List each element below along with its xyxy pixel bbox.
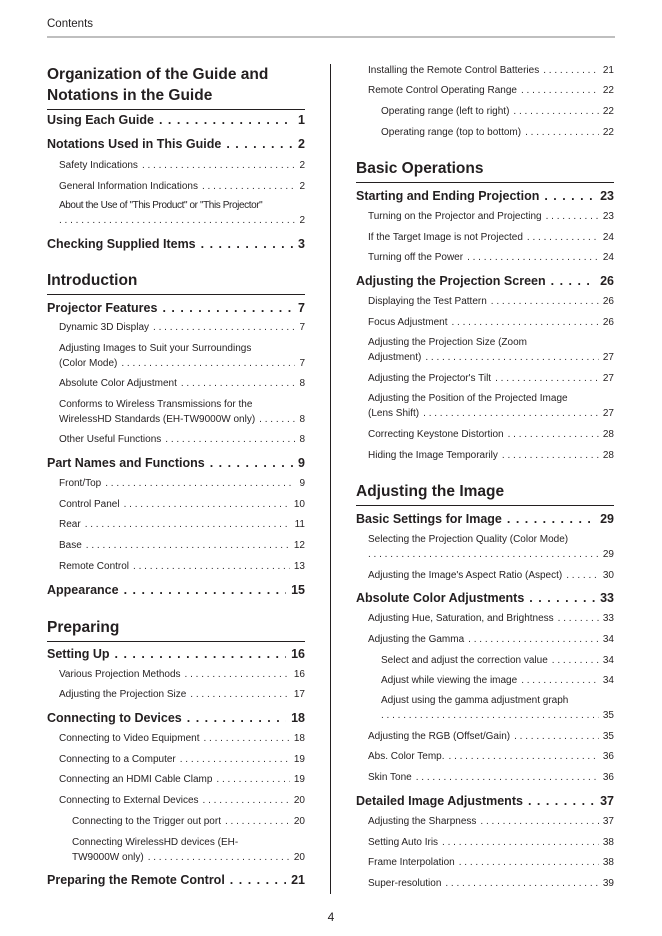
- toc-entry-remote-control[interactable]: [59, 561, 305, 572]
- toc-page: 18: [293, 733, 305, 744]
- toc-label: Part Names and Functions: [47, 456, 205, 470]
- toc-page: 8: [299, 378, 305, 389]
- toc-label: Absolute Color Adjustment: [59, 378, 177, 389]
- toc-page: 35: [602, 710, 614, 721]
- toc-label: Adjusting the Image's Aspect Ratio (Aspect): [368, 570, 563, 581]
- toc-label: Front/Top: [59, 478, 102, 489]
- toc-entry-base[interactable]: [59, 540, 305, 551]
- toc-entry-super-resolution[interactable]: [368, 878, 614, 889]
- toc-label: Select and adjust the correction value: [381, 655, 548, 666]
- toc-page: 27: [602, 373, 614, 384]
- toc-label: Projector Features: [47, 301, 158, 315]
- toc-page: 16: [291, 647, 305, 661]
- leader-dots: [544, 189, 595, 203]
- toc-label: Adjusting the Sharpness: [368, 816, 477, 827]
- leader-dots: [513, 106, 598, 117]
- toc-label: Displaying the Test Pattern: [368, 296, 487, 307]
- toc-page: 9: [299, 478, 305, 489]
- leader-dots: [514, 731, 599, 742]
- leader-dots: [495, 373, 599, 384]
- toc-entry-gamma-graph[interactable]: [381, 695, 614, 721]
- toc-label: Notations Used in This Guide: [47, 137, 222, 151]
- leader-dots: [148, 852, 290, 863]
- toc-page: 29: [600, 512, 614, 526]
- leader-dots: [187, 711, 286, 725]
- toc-entry-adjust-viewing[interactable]: [381, 675, 614, 686]
- toc-label: Rear: [59, 519, 81, 530]
- toc-page: 11: [294, 519, 305, 530]
- toc-page: 22: [602, 106, 614, 117]
- toc-entry-installing-batteries[interactable]: [368, 65, 614, 76]
- toc-label-cont: (Color Mode): [59, 358, 118, 369]
- toc-entry-detailed-adjustments[interactable]: [356, 794, 614, 808]
- leader-dots: [416, 772, 599, 783]
- toc-entry-absolute-color[interactable]: [356, 591, 614, 605]
- leader-dots: [525, 127, 599, 138]
- toc-label: Connecting to Devices: [47, 711, 182, 725]
- toc-label: Connecting to External Devices: [59, 795, 199, 806]
- toc-label-cont: TW9000W only): [72, 852, 144, 863]
- section-heading-preparing: Preparing: [47, 617, 305, 642]
- toc-entry-projection-size-zoom[interactable]: [368, 337, 614, 363]
- toc-label-cont: (Lens Shift): [368, 408, 420, 419]
- toc-label: General Information Indications: [59, 181, 198, 192]
- toc-page: 21: [291, 873, 305, 887]
- toc-label: Setting Auto Iris: [368, 837, 439, 848]
- leader-dots: [115, 647, 287, 661]
- leader-dots: [502, 450, 599, 461]
- toc-page: 2: [299, 160, 305, 171]
- toc-page: 34: [602, 655, 614, 666]
- toc-label: Using Each Guide: [47, 113, 154, 127]
- toc-label: Turning off the Power: [368, 252, 464, 263]
- leader-dots: [226, 137, 293, 151]
- header-rule: [47, 36, 615, 38]
- toc-entry-hdmi-clamp[interactable]: [59, 774, 305, 785]
- toc-label: Absolute Color Adjustments: [356, 591, 525, 605]
- toc-label: Adjusting Hue, Saturation, and Brightness: [368, 613, 554, 624]
- toc-page: 1: [298, 113, 305, 127]
- toc-label: Frame Interpolation: [368, 857, 455, 868]
- toc-entry-frame-interpolation[interactable]: [368, 857, 614, 868]
- leader-dots: [381, 710, 599, 721]
- toc-page: 23: [600, 189, 614, 203]
- leader-dots: [491, 296, 599, 307]
- toc-page: 20: [293, 852, 305, 863]
- toc-entry-rgb[interactable]: [368, 731, 614, 742]
- toc-page: 22: [602, 127, 614, 138]
- toc-entry-projection-methods[interactable]: [59, 669, 305, 680]
- toc-page: 30: [602, 570, 614, 581]
- toc-label: Base: [59, 540, 82, 551]
- toc-entry-auto-iris[interactable]: [368, 837, 614, 848]
- toc-page: 33: [600, 591, 614, 605]
- toc-page: 2: [298, 137, 305, 151]
- toc-label: Adjusting the Projection Screen: [356, 274, 546, 288]
- toc-entry-video-equipment[interactable]: [59, 733, 305, 744]
- toc-label: Adjust while viewing the image: [381, 675, 518, 686]
- leader-dots: [203, 733, 289, 744]
- toc-entry-absolute-color-adj[interactable]: [59, 378, 305, 389]
- toc-page: 37: [602, 816, 614, 827]
- toc-page: 37: [600, 794, 614, 808]
- toc-entry-checking-items[interactable]: [47, 237, 305, 251]
- toc-label: Checking Supplied Items: [47, 237, 196, 251]
- toc-label: Appearance: [47, 583, 119, 597]
- section-heading-adjusting-image: Adjusting the Image: [356, 481, 614, 506]
- leader-dots: [521, 675, 599, 686]
- toc-page: 33: [602, 613, 614, 624]
- toc-entry-adjusting-images[interactable]: [59, 343, 305, 369]
- toc-entry-starting-ending[interactable]: [356, 189, 614, 203]
- toc-label: Focus Adjustment: [368, 317, 448, 328]
- leader-dots: [121, 358, 295, 369]
- toc-label: Adjusting the RGB (Offset/Gain): [368, 731, 511, 742]
- toc-label: Adjust using the gamma adjustment graph: [381, 695, 569, 706]
- leader-dots: [467, 252, 599, 263]
- toc-page: 26: [600, 274, 614, 288]
- toc-label: Remote Control Operating Range: [368, 85, 517, 96]
- toc-page: 26: [602, 296, 614, 307]
- leader-dots: [507, 512, 595, 526]
- leader-dots: [142, 160, 296, 171]
- toc-label: Adjusting the Projection Size (Zoom: [368, 337, 527, 348]
- toc-page: 18: [291, 711, 305, 725]
- toc-label: Operating range (left to right): [381, 106, 510, 117]
- toc-page: 20: [293, 816, 305, 827]
- toc-page: 20: [293, 795, 305, 806]
- toc-label: Skin Tone: [368, 772, 412, 783]
- leader-dots: [201, 237, 293, 251]
- toc-entry-wirelesshd-devices[interactable]: [72, 837, 305, 863]
- toc-page: 34: [602, 675, 614, 686]
- leader-dots: [551, 274, 595, 288]
- toc-page: 7: [299, 358, 305, 369]
- toc-page: 8: [299, 414, 305, 425]
- toc-page: 29: [602, 549, 614, 560]
- leader-dots: [162, 301, 293, 315]
- leader-dots: [105, 478, 295, 489]
- leader-dots: [528, 794, 595, 808]
- toc-label: Connecting to a Computer: [59, 754, 176, 765]
- toc-page: 34: [602, 634, 614, 645]
- leader-dots: [210, 456, 293, 470]
- toc-label: Preparing the Remote Control: [47, 873, 225, 887]
- toc-page: 2: [299, 181, 305, 192]
- toc-page: 13: [293, 561, 305, 572]
- toc-entry-adjusting-screen[interactable]: [356, 274, 614, 288]
- toc-entry-projection-size[interactable]: [59, 689, 305, 700]
- toc-label: Adjusting the Gamma: [368, 634, 465, 645]
- toc-page: 28: [602, 429, 614, 440]
- toc-entry-external-devices[interactable]: [59, 795, 305, 806]
- toc-entry-other-functions[interactable]: [59, 434, 305, 445]
- toc-page: 2: [299, 215, 305, 226]
- leader-dots: [425, 352, 599, 363]
- leader-dots: [86, 540, 290, 551]
- toc-entry-projector-features[interactable]: [47, 301, 305, 315]
- toc-label: About the Use of "This Product" or "This Projector": [59, 200, 263, 211]
- toc-entry-turning-on[interactable]: [368, 211, 614, 222]
- toc-page: 19: [293, 754, 305, 765]
- leader-dots: [451, 317, 598, 328]
- toc-entry-about-use[interactable]: [59, 200, 305, 226]
- toc-page: 10: [293, 499, 305, 510]
- leader-dots: [543, 65, 599, 76]
- toc-label-cont: WirelessHD Standards (EH-TW9000W only): [59, 414, 256, 425]
- toc-label: Dynamic 3D Display: [59, 322, 150, 333]
- toc-label-cont: Adjustment): [368, 352, 422, 363]
- running-header: Contents: [47, 18, 94, 30]
- toc-label: Adjusting Images to Suit your Surroundings: [59, 343, 252, 354]
- toc-entry-sharpness[interactable]: [368, 816, 614, 827]
- toc-entry-turning-off[interactable]: [368, 252, 614, 263]
- toc-page: 24: [602, 232, 614, 243]
- toc-entry-color-temp[interactable]: [368, 751, 614, 762]
- leader-dots: [153, 322, 295, 333]
- toc-label: Connecting WirelessHD devices (EH-: [72, 837, 239, 848]
- toc-page: 21: [602, 65, 614, 76]
- toc-entry-lens-shift[interactable]: [368, 393, 614, 419]
- toc-label: Setting Up: [47, 647, 110, 661]
- toc-label: Remote Control: [59, 561, 130, 572]
- leader-dots: [552, 655, 599, 666]
- toc-entry-operating-range[interactable]: [368, 85, 614, 96]
- toc-page: 22: [602, 85, 614, 96]
- toc-entry-skin-tone[interactable]: [368, 772, 614, 783]
- toc-label: Hiding the Image Temporarily: [368, 450, 498, 461]
- toc-label: If the Target Image is not Projected: [368, 232, 523, 243]
- toc-label: Adjusting the Position of the Projected Image: [368, 393, 568, 404]
- leader-dots: [508, 429, 599, 440]
- toc-page: 9: [298, 456, 305, 470]
- page-number: 4: [327, 910, 335, 924]
- leader-dots: [449, 751, 599, 762]
- toc-label: Adjusting the Projector's Tilt: [368, 373, 492, 384]
- toc-entry-notations[interactable]: [47, 137, 305, 151]
- toc-label: Correcting Keystone Distortion: [368, 429, 504, 440]
- leader-dots: [259, 414, 295, 425]
- toc-entry-hiding-image[interactable]: [368, 450, 614, 461]
- toc-entry-keystone[interactable]: [368, 429, 614, 440]
- toc-page: 15: [291, 583, 305, 597]
- toc-label: Connecting to the Trigger out port: [72, 816, 221, 827]
- section-heading-introduction: Introduction: [47, 270, 305, 295]
- leader-dots: [202, 181, 295, 192]
- toc-entry-color-mode[interactable]: [368, 534, 614, 560]
- toc-page: 12: [293, 540, 305, 551]
- leader-dots: [216, 774, 289, 785]
- toc-entry-conforms-wireless[interactable]: [59, 399, 305, 425]
- toc-label: Super-resolution: [368, 878, 442, 889]
- toc-page: 19: [293, 774, 305, 785]
- toc-entry-preparing-remote[interactable]: [47, 873, 305, 887]
- toc-entry-front-top[interactable]: [59, 478, 305, 489]
- leader-dots: [527, 232, 599, 243]
- toc-page: 39: [602, 878, 614, 889]
- toc-entry-part-names[interactable]: [47, 456, 305, 470]
- leader-dots: [203, 795, 290, 806]
- toc-page: 27: [602, 408, 614, 419]
- leader-dots: [124, 583, 287, 597]
- leader-dots: [521, 85, 599, 96]
- leader-dots: [230, 873, 286, 887]
- leader-dots: [133, 561, 290, 572]
- leader-dots: [59, 215, 295, 226]
- toc-page: 7: [299, 322, 305, 333]
- leader-dots: [124, 499, 290, 510]
- toc-page: 35: [602, 731, 614, 742]
- toc-label: Connecting to Video Equipment: [59, 733, 200, 744]
- toc-label: Detailed Image Adjustments: [356, 794, 523, 808]
- toc-page: 26: [602, 317, 614, 328]
- leader-dots: [529, 591, 595, 605]
- toc-entry-control-panel[interactable]: [59, 499, 305, 510]
- leader-dots: [225, 816, 290, 827]
- toc-label: Operating range (top to bottom): [381, 127, 522, 138]
- toc-entry-using-each-guide[interactable]: [47, 113, 305, 127]
- toc-page: 23: [602, 211, 614, 222]
- leader-dots: [442, 837, 599, 848]
- toc-page: 7: [298, 301, 305, 315]
- toc-page: 17: [293, 689, 305, 700]
- toc-label: Control Panel: [59, 499, 120, 510]
- toc-label: Turning on the Projector and Projecting: [368, 211, 542, 222]
- toc-page: 24: [602, 252, 614, 263]
- toc-page: 3: [298, 237, 305, 251]
- toc-entry-test-pattern[interactable]: [368, 296, 614, 307]
- toc-label: Various Projection Methods: [59, 669, 181, 680]
- column-divider: [330, 64, 331, 894]
- section-heading-organization: Organization of the Guide and Notations in the Guide: [47, 64, 305, 110]
- toc-entry-range-left-right[interactable]: [381, 106, 614, 117]
- leader-dots: [468, 634, 599, 645]
- leader-dots: [85, 519, 291, 530]
- toc-entry-range-top-bottom[interactable]: [381, 127, 614, 138]
- leader-dots: [566, 570, 599, 581]
- toc-entry-computer[interactable]: [59, 754, 305, 765]
- leader-dots: [190, 689, 290, 700]
- toc-label: Connecting an HDMI Cable Clamp: [59, 774, 213, 785]
- section-heading-basic-operations: Basic Operations: [356, 158, 614, 183]
- toc-page: 36: [602, 772, 614, 783]
- toc-label: Basic Settings for Image: [356, 512, 502, 526]
- toc-entry-gamma[interactable]: [368, 634, 614, 645]
- leader-dots: [181, 378, 296, 389]
- toc-page: 8: [299, 434, 305, 445]
- toc-entry-setting-up[interactable]: [47, 647, 305, 661]
- toc-label: Starting and Ending Projection: [356, 189, 540, 203]
- toc-entry-aspect-ratio[interactable]: [368, 570, 614, 581]
- toc-entry-basic-settings[interactable]: [356, 512, 614, 526]
- toc-entry-select-correction[interactable]: [381, 655, 614, 666]
- toc-label: Installing the Remote Control Batteries: [368, 65, 540, 76]
- toc-entry-safety-indications[interactable]: [59, 160, 305, 171]
- leader-dots: [165, 434, 295, 445]
- toc-page: 28: [602, 450, 614, 461]
- leader-dots: [480, 816, 598, 827]
- toc-entry-target-not-projected[interactable]: [368, 232, 614, 243]
- leader-dots: [459, 857, 599, 868]
- leader-dots: [558, 613, 599, 624]
- toc-label: Conforms to Wireless Transmissions for the: [59, 399, 253, 410]
- toc-entry-rear[interactable]: [59, 519, 305, 530]
- toc-entry-dynamic-3d[interactable]: [59, 322, 305, 333]
- leader-dots: [185, 669, 290, 680]
- toc-entry-appearance[interactable]: [47, 583, 305, 597]
- toc-entry-tilt[interactable]: [368, 373, 614, 384]
- toc-page: 38: [602, 837, 614, 848]
- leader-dots: [423, 408, 599, 419]
- toc-label: Safety Indications: [59, 160, 138, 171]
- toc-page: 27: [602, 352, 614, 363]
- toc-entry-trigger-out[interactable]: [72, 816, 305, 827]
- toc-entry-hue-saturation[interactable]: [368, 613, 614, 624]
- toc-label: Other Useful Functions: [59, 434, 162, 445]
- toc-entry-connecting-devices[interactable]: [47, 711, 305, 725]
- leader-dots: [159, 113, 293, 127]
- toc-entry-general-info[interactable]: [59, 181, 305, 192]
- toc-entry-focus[interactable]: [368, 317, 614, 328]
- toc-label: Adjusting the Projection Size: [59, 689, 187, 700]
- leader-dots: [368, 549, 599, 560]
- toc-label: Selecting the Projection Quality (Color Mode): [368, 534, 569, 545]
- toc-page: 16: [293, 669, 305, 680]
- toc-page: 38: [602, 857, 614, 868]
- leader-dots: [546, 211, 599, 222]
- toc-label: Abs. Color Temp.: [368, 751, 445, 762]
- toc-page: 36: [602, 751, 614, 762]
- leader-dots: [445, 878, 599, 889]
- leader-dots: [180, 754, 290, 765]
